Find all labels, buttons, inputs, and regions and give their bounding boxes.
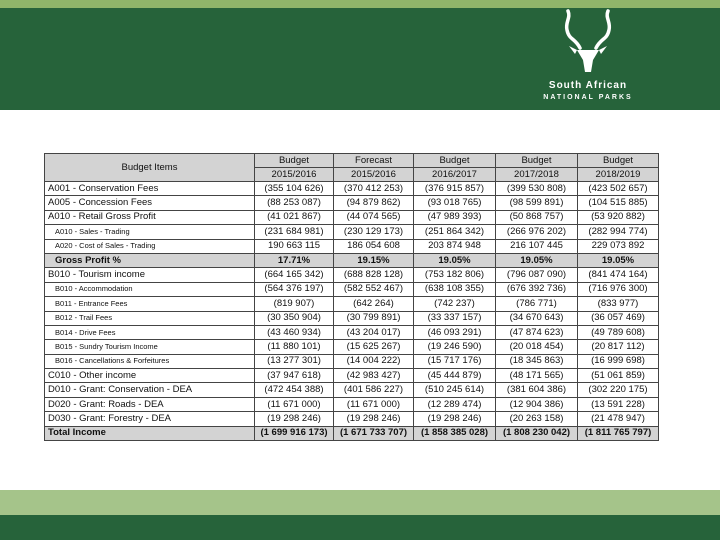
table-row: [45, 383, 659, 397]
header-col-1-line2: 2015/2016: [255, 168, 334, 182]
cell-value: (399 530 808): [496, 182, 578, 196]
row-label: B015 - Sundry Tourism Income: [45, 340, 255, 354]
row-label: A010 - Sales - Trading: [45, 225, 255, 239]
cell-value: (104 515 885): [578, 196, 659, 210]
footer-accent-band: [0, 490, 720, 515]
header-col-2-line1: Forecast: [334, 154, 414, 168]
header-row-1: [45, 154, 659, 168]
header-col-3-line2: 2016/2017: [414, 168, 496, 182]
table-row: [45, 369, 659, 383]
cell-value: (46 093 291): [414, 325, 496, 339]
table-row: [45, 210, 659, 224]
row-label: B010 - Tourism income: [45, 268, 255, 282]
cell-value: (12 904 386): [496, 397, 578, 411]
cell-value: (30 799 891): [334, 311, 414, 325]
cell-value: (251 864 342): [414, 225, 496, 239]
cell-value: (753 182 806): [414, 268, 496, 282]
cell-value: (93 018 765): [414, 196, 496, 210]
row-label: D030 - Grant: Forestry - DEA: [45, 412, 255, 426]
logo-text-national-parks: NATIONAL PARKS: [543, 94, 633, 101]
cell-value: (381 604 386): [496, 383, 578, 397]
cell-value: (1 811 765 797): [578, 426, 659, 440]
cell-value: (44 074 565): [334, 210, 414, 224]
row-label: B012 - Trail Fees: [45, 311, 255, 325]
cell-value: (94 879 862): [334, 196, 414, 210]
cell-value: (1 699 916 173): [255, 426, 334, 440]
row-label: D020 - Grant: Roads - DEA: [45, 397, 255, 411]
cell-value: (36 057 469): [578, 311, 659, 325]
cell-value: (41 021 867): [255, 210, 334, 224]
cell-value: (231 684 981): [255, 225, 334, 239]
header-budget-items: Budget Items: [45, 154, 255, 182]
cell-value: (20 263 158): [496, 412, 578, 426]
table-row: [45, 297, 659, 311]
header-col-5-line2: 2018/2019: [578, 168, 659, 182]
header-col-4-line2: 2017/2018: [496, 168, 578, 182]
table-row: [45, 340, 659, 354]
header-col-2-line2: 2015/2016: [334, 168, 414, 182]
cell-value: (664 165 342): [255, 268, 334, 282]
header-col-1-line1: Budget: [255, 154, 334, 168]
cell-value: (676 392 736): [496, 282, 578, 296]
cell-value: 19.05%: [578, 253, 659, 267]
cell-value: (841 474 164): [578, 268, 659, 282]
cell-value: (688 828 128): [334, 268, 414, 282]
cell-value: (20 018 454): [496, 340, 578, 354]
cell-value: (742 237): [414, 297, 496, 311]
cell-value: (50 868 757): [496, 210, 578, 224]
row-label: A010 - Retail Gross Profit: [45, 210, 255, 224]
cell-value: (14 004 222): [334, 354, 414, 368]
footer-band: [0, 515, 720, 540]
row-label: B016 - Cancellations & Forfeitures: [45, 354, 255, 368]
table-row: [45, 268, 659, 282]
row-label: B010 - Accommodation: [45, 282, 255, 296]
cell-value: (11 671 000): [334, 397, 414, 411]
cell-value: 190 663 115: [255, 239, 334, 253]
cell-value: 19.15%: [334, 253, 414, 267]
table-row: [45, 225, 659, 239]
cell-value: (1 671 733 707): [334, 426, 414, 440]
cell-value: 17.71%: [255, 253, 334, 267]
cell-value: (88 253 087): [255, 196, 334, 210]
header-col-5-line1: Budget: [578, 154, 659, 168]
header-col-3-line1: Budget: [414, 154, 496, 168]
cell-value: (43 460 934): [255, 325, 334, 339]
cell-value: (13 591 228): [578, 397, 659, 411]
cell-value: (819 907): [255, 297, 334, 311]
table-row: [45, 325, 659, 339]
row-label: D010 - Grant: Conservation - DEA: [45, 383, 255, 397]
cell-value: (12 289 474): [414, 397, 496, 411]
row-label: A005 - Concession Fees: [45, 196, 255, 210]
table-row-total: [45, 426, 659, 440]
cell-value: (20 817 112): [578, 340, 659, 354]
cell-value: (47 989 393): [414, 210, 496, 224]
row-label: B011 - Entrance Fees: [45, 297, 255, 311]
cell-value: (796 087 090): [496, 268, 578, 282]
cell-value: (48 171 565): [496, 369, 578, 383]
table-row: [45, 354, 659, 368]
cell-value: (282 994 774): [578, 225, 659, 239]
cell-value: (45 444 879): [414, 369, 496, 383]
cell-value: (230 129 173): [334, 225, 414, 239]
cell-value: (370 412 253): [334, 182, 414, 196]
row-label: Total Income: [45, 426, 255, 440]
cell-value: (30 350 904): [255, 311, 334, 325]
table-row: [45, 311, 659, 325]
cell-value: (42 983 427): [334, 369, 414, 383]
cell-value: (302 220 175): [578, 383, 659, 397]
cell-value: (376 915 857): [414, 182, 496, 196]
cell-value: (21 478 947): [578, 412, 659, 426]
budget-table: [44, 153, 659, 441]
cell-value: (51 061 859): [578, 369, 659, 383]
cell-value: (43 204 017): [334, 325, 414, 339]
cell-value: (37 947 618): [255, 369, 334, 383]
logo-text-south-african: South African: [548, 80, 628, 91]
cell-value: (564 376 197): [255, 282, 334, 296]
cell-value: (15 625 267): [334, 340, 414, 354]
kudu-head-icon: [533, 8, 643, 78]
cell-value: (1 858 385 028): [414, 426, 496, 440]
row-label: A020 - Cost of Sales - Trading: [45, 239, 255, 253]
cell-value: 203 874 948: [414, 239, 496, 253]
cell-value: (716 976 300): [578, 282, 659, 296]
cell-value: (18 345 863): [496, 354, 578, 368]
table-row: [45, 239, 659, 253]
row-label: Gross Profit %: [45, 253, 255, 267]
cell-value: (19 298 246): [414, 412, 496, 426]
cell-value: (11 880 101): [255, 340, 334, 354]
cell-value: 186 054 608: [334, 239, 414, 253]
cell-value: (582 552 467): [334, 282, 414, 296]
table-row: [45, 182, 659, 196]
cell-value: (47 874 623): [496, 325, 578, 339]
row-label: B014 - Drive Fees: [45, 325, 255, 339]
table-row: [45, 196, 659, 210]
table-row: [45, 397, 659, 411]
cell-value: 216 107 445: [496, 239, 578, 253]
cell-value: (11 671 000): [255, 397, 334, 411]
cell-value: (355 104 626): [255, 182, 334, 196]
table-row: [45, 412, 659, 426]
row-label: C010 - Other income: [45, 369, 255, 383]
cell-value: (19 246 590): [414, 340, 496, 354]
cell-value: (510 245 614): [414, 383, 496, 397]
cell-value: (19 298 246): [255, 412, 334, 426]
cell-value: 229 073 892: [578, 239, 659, 253]
table-row: [45, 282, 659, 296]
cell-value: (401 586 227): [334, 383, 414, 397]
cell-value: (472 454 388): [255, 383, 334, 397]
cell-value: (19 298 246): [334, 412, 414, 426]
cell-value: (423 502 657): [578, 182, 659, 196]
cell-value: (1 808 230 042): [496, 426, 578, 440]
cell-value: (53 920 882): [578, 210, 659, 224]
cell-value: (833 977): [578, 297, 659, 311]
cell-value: (13 277 301): [255, 354, 334, 368]
cell-value: (638 108 355): [414, 282, 496, 296]
header-col-4-line1: Budget: [496, 154, 578, 168]
row-label: A001 - Conservation Fees: [45, 182, 255, 196]
cell-value: (33 337 157): [414, 311, 496, 325]
sanparks-logo: [533, 8, 643, 110]
cell-value: (98 599 891): [496, 196, 578, 210]
table-row-highlight: [45, 253, 659, 267]
cell-value: 19.05%: [496, 253, 578, 267]
cell-value: (786 771): [496, 297, 578, 311]
cell-value: (34 670 643): [496, 311, 578, 325]
cell-value: 19.05%: [414, 253, 496, 267]
cell-value: (49 789 608): [578, 325, 659, 339]
cell-value: (15 717 176): [414, 354, 496, 368]
cell-value: (16 999 698): [578, 354, 659, 368]
cell-value: (642 264): [334, 297, 414, 311]
cell-value: (266 976 202): [496, 225, 578, 239]
